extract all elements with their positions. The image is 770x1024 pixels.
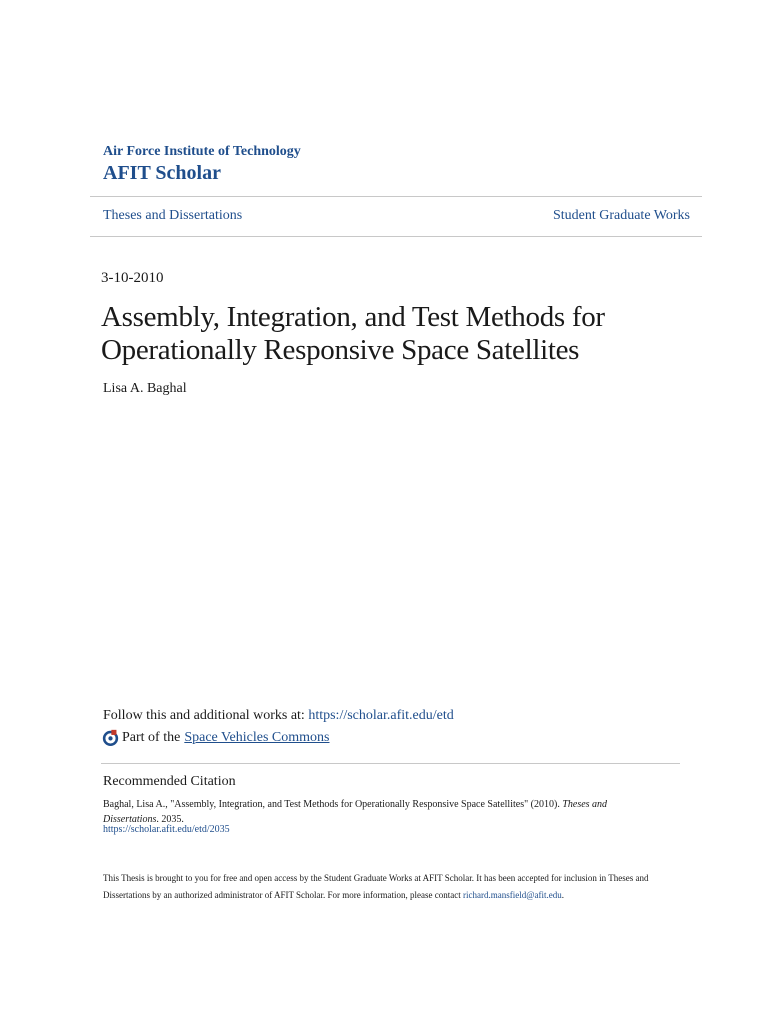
follow-line bbox=[103, 708, 454, 724]
citation-body: Baghal, Lisa A., "Assembly, Integration, and Test Methods for Operationally Responsive Space Satellites" (2010). bbox=[103, 799, 563, 810]
notice-text: This Thesis is brought to you for free and open access by the Student Graduate Works at AFIT Scholar. It has been accepted for inclusion in Theses and Dissertations by an authorized administrator of AFIT Scholar. For more information, please contact bbox=[103, 873, 649, 900]
author-name: Lisa A. Baghal bbox=[103, 381, 187, 396]
contact-email-link[interactable]: richard.mansfield@afit.edu bbox=[463, 890, 562, 900]
citation-divider bbox=[101, 763, 680, 764]
bepress-commons-icon bbox=[102, 729, 119, 746]
citation-heading: Recommended Citation bbox=[103, 774, 236, 789]
follow-prefix: Follow this and additional works at: bbox=[103, 708, 309, 723]
citation-number: . 2035. bbox=[156, 814, 184, 825]
institution-name: Air Force Institute of Technology bbox=[103, 144, 301, 159]
theses-dissertations-link[interactable]: Theses and Dissertations bbox=[103, 208, 243, 223]
top-divider bbox=[90, 196, 702, 197]
part-of-prefix: Part of the bbox=[122, 729, 181, 745]
header-divider bbox=[90, 236, 702, 237]
notice-end: . bbox=[561, 890, 564, 900]
citation-url-link[interactable]: https://scholar.afit.edu/etd/2035 bbox=[103, 824, 230, 835]
publication-date: 3-10-2010 bbox=[101, 270, 164, 286]
space-vehicles-commons-link[interactable]: Space Vehicles Commons bbox=[184, 729, 330, 745]
document-title: Assembly, Integration, and Test Methods for Operationally Responsive Space Satellites bbox=[101, 301, 605, 366]
access-notice bbox=[103, 870, 683, 904]
part-of-line bbox=[102, 729, 330, 746]
repository-name[interactable]: AFIT Scholar bbox=[103, 162, 221, 184]
citation-text bbox=[103, 797, 663, 827]
student-graduate-works-link[interactable]: Student Graduate Works bbox=[552, 208, 690, 223]
citation-series: Theses and Dissertations bbox=[103, 799, 608, 825]
follow-url-link[interactable]: https://scholar.afit.edu/etd bbox=[308, 708, 454, 723]
